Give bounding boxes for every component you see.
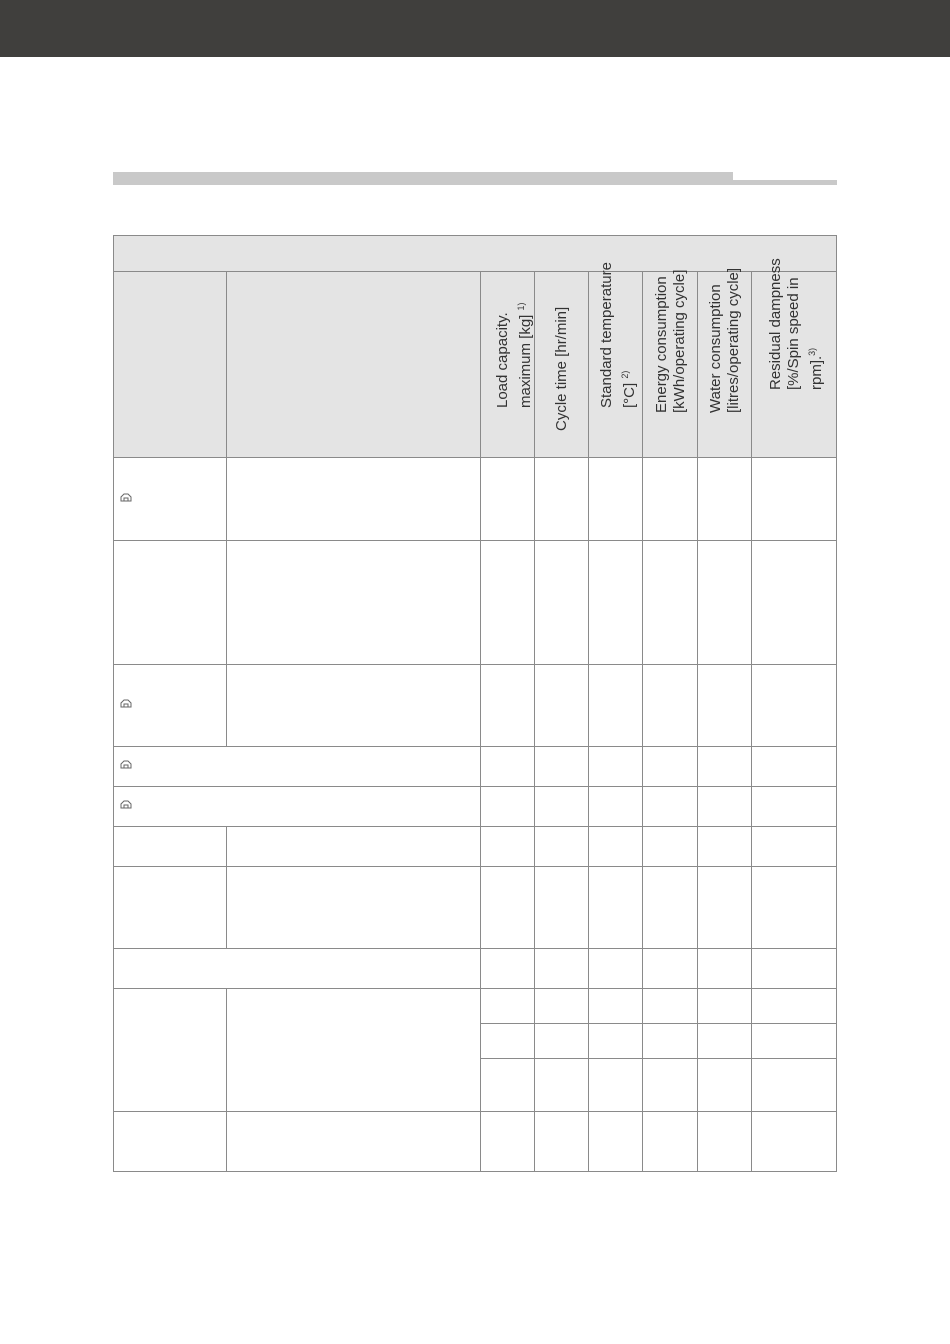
row-divider <box>114 948 836 949</box>
header-dampness-line3: rpm]. <box>808 355 825 390</box>
row-divider <box>114 988 836 989</box>
col-divider-program <box>226 826 227 948</box>
section-rule-thin <box>733 180 837 185</box>
header-description-cell <box>227 272 481 458</box>
eco-cycle-icon <box>119 759 133 771</box>
header-cycle-time-text: Cycle time [hr/min] <box>553 306 570 431</box>
footnote-3: 3) <box>807 347 817 356</box>
header-temperature-line2: [°C] <box>621 382 638 408</box>
header-program-cell <box>114 272 227 458</box>
col-divider-program <box>226 988 227 1171</box>
col-divider <box>480 272 481 1171</box>
program-table <box>113 235 837 1172</box>
eco-cycle-icon <box>119 698 133 710</box>
header-water-consumption <box>698 267 752 458</box>
header-load-capacity <box>481 272 535 458</box>
header-water-line2: [litres/operating cycle] <box>725 267 742 413</box>
header-standard-temperature <box>589 262 643 458</box>
header-cycle-time <box>535 272 589 458</box>
col-divider <box>751 272 752 1171</box>
row-divider <box>114 540 836 541</box>
top-bar <box>0 0 950 57</box>
row-divider <box>114 664 836 665</box>
col-divider <box>588 272 589 1171</box>
table-title-band <box>114 236 836 272</box>
header-temperature-line1: Standard temperature <box>598 262 615 408</box>
row-divider <box>114 746 836 747</box>
section-rule <box>113 172 733 185</box>
eco-cycle-icon <box>119 492 133 504</box>
header-energy-line2: [kWh/operating cycle] <box>670 269 688 413</box>
header-dampness-line1: Residual dampness <box>767 258 784 390</box>
row-divider <box>114 826 836 827</box>
row-divider <box>114 786 836 787</box>
header-energy-line1: Energy consumption <box>652 276 670 413</box>
footnote-1: 1) <box>516 302 526 311</box>
row-divider <box>114 1111 836 1112</box>
header-dampness-line2: [%/Spin speed in <box>785 277 802 390</box>
header-energy-consumption <box>643 269 698 458</box>
subrow-divider <box>480 1023 836 1024</box>
footnote-2: 2) <box>620 370 630 379</box>
col-divider <box>534 272 535 1171</box>
eco-cycle-icon <box>119 799 133 811</box>
subrow-divider <box>480 1058 836 1059</box>
header-load-capacity-line1: Load capacity. <box>494 312 511 408</box>
col-divider <box>697 272 698 1171</box>
header-water-line1: Water consumption <box>707 284 724 413</box>
header-residual-dampness <box>752 258 836 458</box>
col-divider <box>642 272 643 1171</box>
header-load-capacity-line2: maximum [kg] <box>517 314 534 408</box>
row-divider <box>114 866 836 867</box>
col-divider-program <box>226 272 227 746</box>
